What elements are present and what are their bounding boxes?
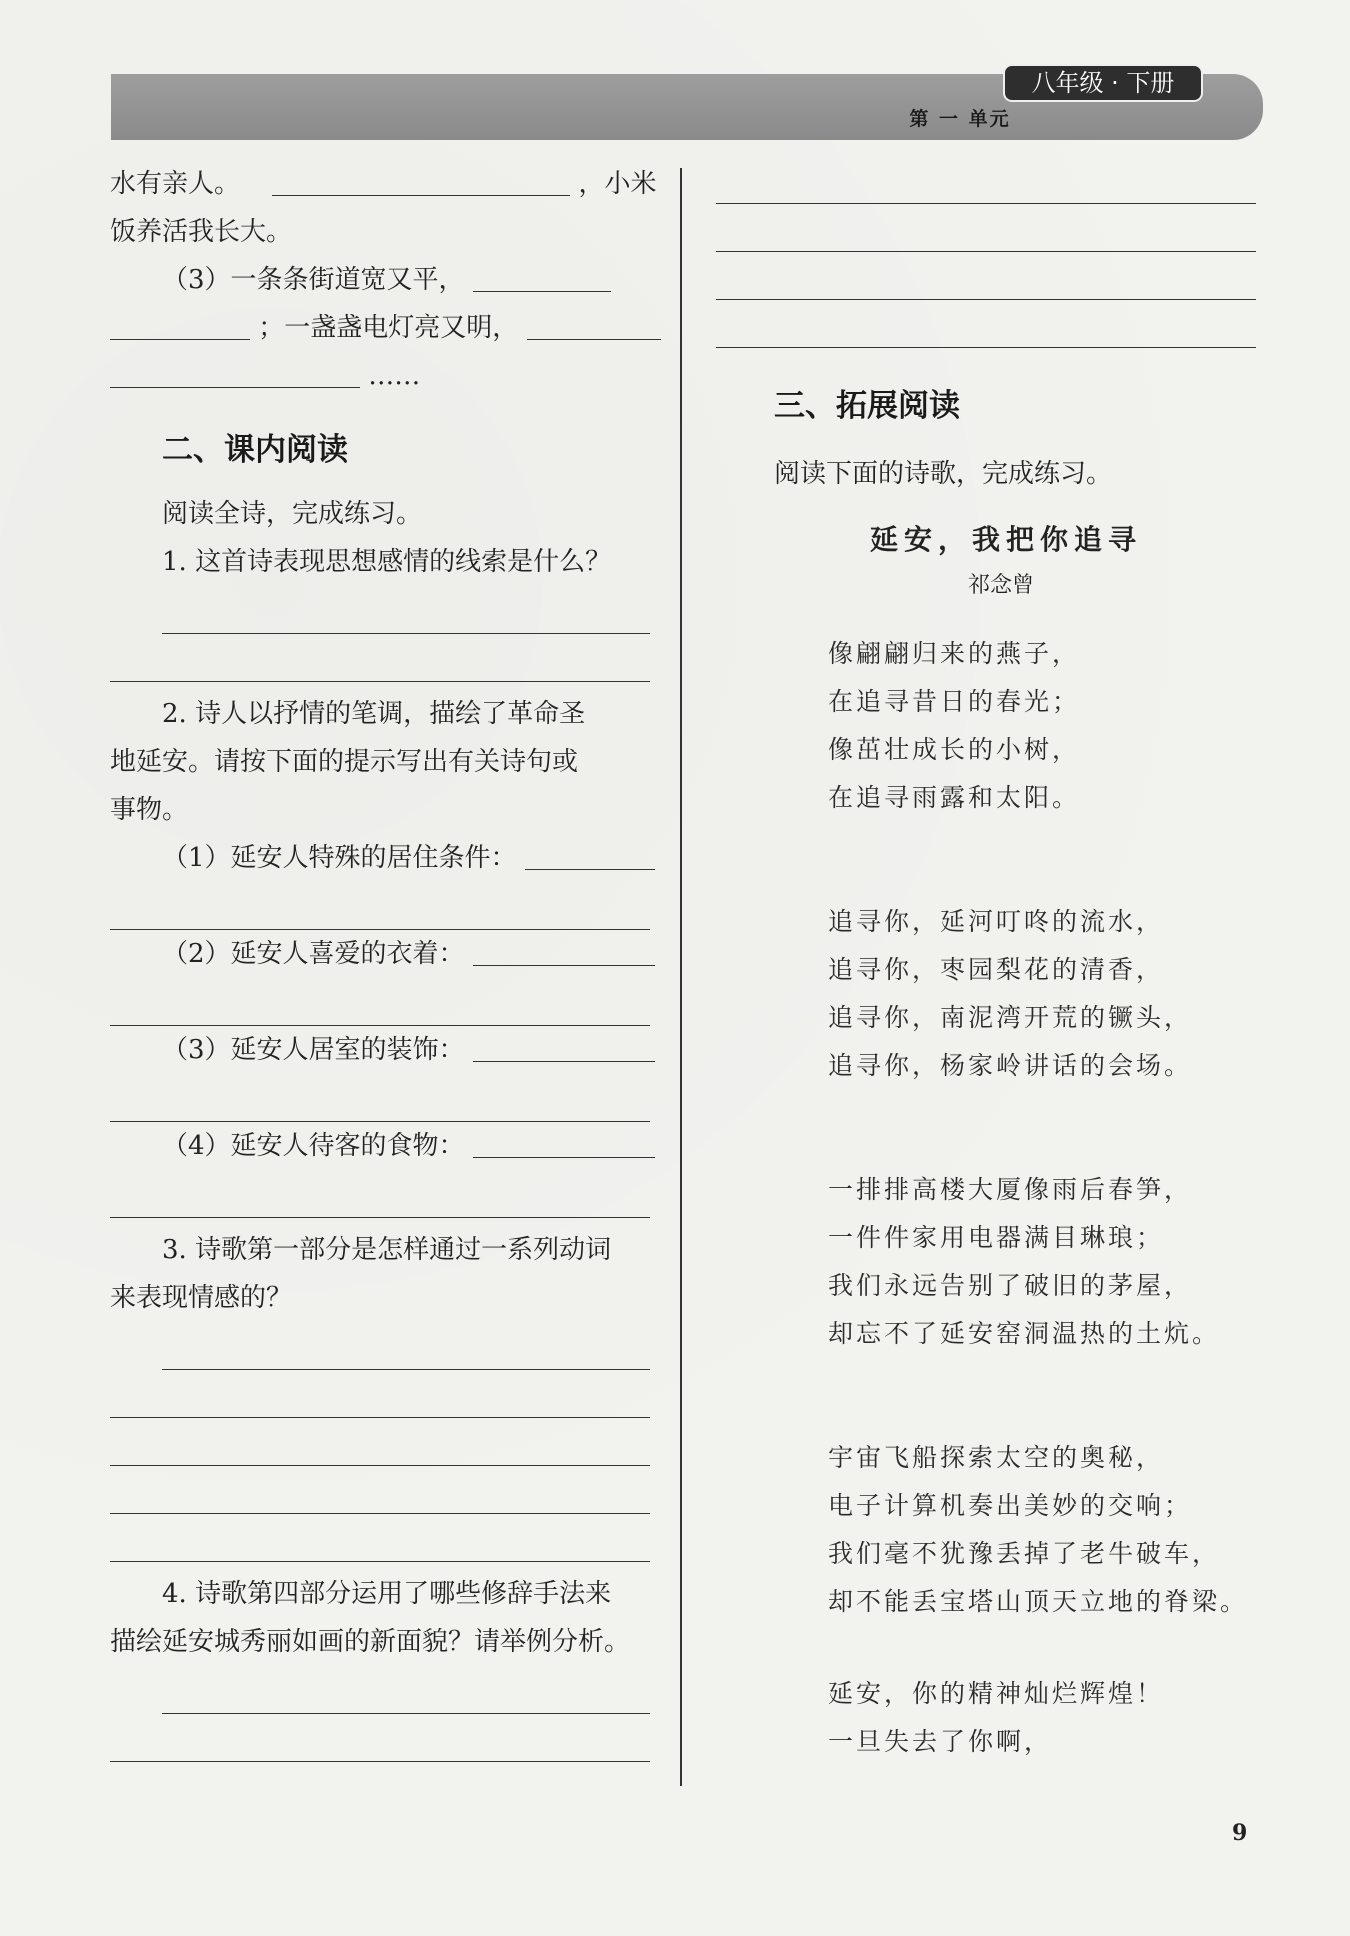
- instruction: 阅读下面的诗歌，完成练习。: [774, 459, 1113, 489]
- poem-line: 在追寻昔日的春光；: [828, 687, 1081, 716]
- poem-stanza-4: [716, 1434, 1256, 1626]
- question-4-line-2: 描绘延安城秀丽如画的新面貌？请举例分析。: [110, 1627, 631, 1657]
- answer-line[interactable]: [110, 1170, 650, 1218]
- answer-line[interactable]: [162, 1322, 650, 1370]
- answer-line[interactable]: [162, 1666, 650, 1714]
- answer-line[interactable]: [716, 204, 1256, 252]
- poem-line: 追寻你，杨家岭讲话的会场。: [828, 1051, 1193, 1080]
- page-number: 9: [1232, 1820, 1248, 1846]
- answer-line[interactable]: [110, 1466, 650, 1514]
- poem-line: 延安，你的精神灿烂辉煌！: [828, 1679, 1165, 1708]
- text-fragment: 饭养活我长大。: [110, 217, 293, 247]
- question-1: 1. 这首诗表现思想感情的线索是什么？: [162, 547, 612, 577]
- poem-title: 延安，我把你追寻: [869, 523, 1142, 556]
- poem-line: 在追寻雨露和太阳。: [828, 783, 1081, 812]
- answer-line[interactable]: [110, 1514, 650, 1562]
- answer-line[interactable]: [110, 882, 650, 930]
- answer-blank[interactable]: [473, 261, 611, 292]
- poem-line: 一旦失去了你啊，: [828, 1727, 1053, 1756]
- question-3-line-1: 3. 诗歌第一部分是怎样通过一系列动词: [162, 1235, 612, 1265]
- poem-author: 祁念曾: [967, 573, 1034, 598]
- answer-line[interactable]: [716, 252, 1256, 300]
- question-3-line-2: 来表现情感的？: [110, 1283, 293, 1313]
- question-2-1: [110, 834, 650, 882]
- question-text: （3）延安人居室的装饰：: [162, 1035, 465, 1065]
- fill-line-3: [110, 256, 650, 304]
- column-divider: [680, 168, 682, 1786]
- question-2-3: [110, 1026, 650, 1074]
- answer-blank[interactable]: [110, 357, 360, 388]
- answer-line[interactable]: [716, 156, 1256, 204]
- poem-line: 一排排高楼大厦像雨后春笋，: [828, 1175, 1193, 1204]
- text-fragment: 水有亲人。: [110, 169, 241, 199]
- answer-blank[interactable]: [527, 309, 661, 340]
- question-2-2: [110, 930, 650, 978]
- poem-stanza-3: [716, 1166, 1256, 1358]
- question-2-line-2: 地延安。请按下面的提示写出有关诗句或: [110, 747, 579, 777]
- poem-line: 追寻你，枣园梨花的清香，: [828, 955, 1165, 984]
- question-4-line-1: 4. 诗歌第四部分运用了哪些修辞手法来: [162, 1579, 612, 1609]
- answer-line[interactable]: [716, 300, 1256, 348]
- poem-line: 我们永远告别了破旧的茅屋，: [828, 1271, 1193, 1300]
- left-column: [110, 160, 657, 1762]
- poem-stanza-1: [716, 630, 1256, 822]
- answer-blank[interactable]: [272, 165, 570, 196]
- answer-line[interactable]: [110, 1418, 650, 1466]
- answer-line[interactable]: [110, 1074, 650, 1122]
- section-heading-3: 三、拓展阅读: [774, 388, 960, 424]
- answer-line[interactable]: [162, 586, 650, 634]
- poem-line: 电子计算机奏出美妙的交响；: [828, 1491, 1193, 1520]
- answer-blank[interactable]: [473, 935, 655, 966]
- answer-line[interactable]: [110, 978, 650, 1026]
- answer-blank[interactable]: [525, 839, 655, 870]
- poem-line: 我们毫不犹豫丢掉了老牛破车，: [828, 1539, 1221, 1568]
- poem-line: 一件件家用电器满目琳琅；: [828, 1223, 1165, 1252]
- question-text: （2）延安人喜爱的衣着：: [162, 939, 465, 969]
- fill-line-2: [110, 208, 650, 256]
- fill-line-1: [110, 160, 657, 208]
- question-2-line-3: 事物。: [110, 795, 189, 825]
- poem-stanza-5: [716, 1670, 1256, 1766]
- question-text: （4）延安人待客的食物：: [162, 1131, 465, 1161]
- answer-line[interactable]: [110, 1714, 650, 1762]
- question-2-line-1: 2. 诗人以抒情的笔调，描绘了革命圣: [162, 699, 586, 729]
- poem-line: 像翩翩归来的燕子，: [828, 639, 1081, 668]
- poem-line: 追寻你，南泥湾开荒的镢头，: [828, 1003, 1193, 1032]
- text-fragment: ，小米: [578, 169, 657, 199]
- unit-title: 第 一 单元: [909, 108, 1011, 130]
- poem-line: 却不能丢宝塔山顶天立地的脊梁。: [828, 1587, 1249, 1616]
- poem-line: 宇宙飞船探索太空的奥秘，: [828, 1443, 1165, 1472]
- question-text: （1）延安人特殊的居住条件：: [162, 843, 517, 873]
- poem-line: 追寻你，延河叮咚的流水，: [828, 907, 1165, 936]
- fill-line-4: [110, 304, 650, 352]
- answer-blank[interactable]: [473, 1031, 655, 1062]
- section-heading-2: 二、课内阅读: [162, 432, 348, 468]
- poem-line: 像茁壮成长的小树，: [828, 735, 1081, 764]
- poem-stanza-2: [716, 898, 1256, 1090]
- question-2-4: [110, 1122, 650, 1170]
- instruction: 阅读全诗，完成练习。: [162, 499, 423, 529]
- question-text: （3）一条条街道宽又平，: [162, 265, 465, 295]
- answer-blank[interactable]: [473, 1127, 655, 1158]
- answer-blank[interactable]: [110, 309, 250, 340]
- right-column: [716, 160, 1256, 1766]
- answer-line[interactable]: [110, 634, 650, 682]
- answer-line[interactable]: [110, 1370, 650, 1418]
- question-text: ；一盏盏电灯亮又明，: [258, 313, 519, 343]
- ellipsis: ……: [368, 361, 421, 391]
- fill-line-5: [110, 352, 650, 400]
- grade-tab: 八年级 · 下册: [1003, 64, 1203, 102]
- poem-line: 却忘不了延安窑洞温热的土炕。: [828, 1319, 1221, 1348]
